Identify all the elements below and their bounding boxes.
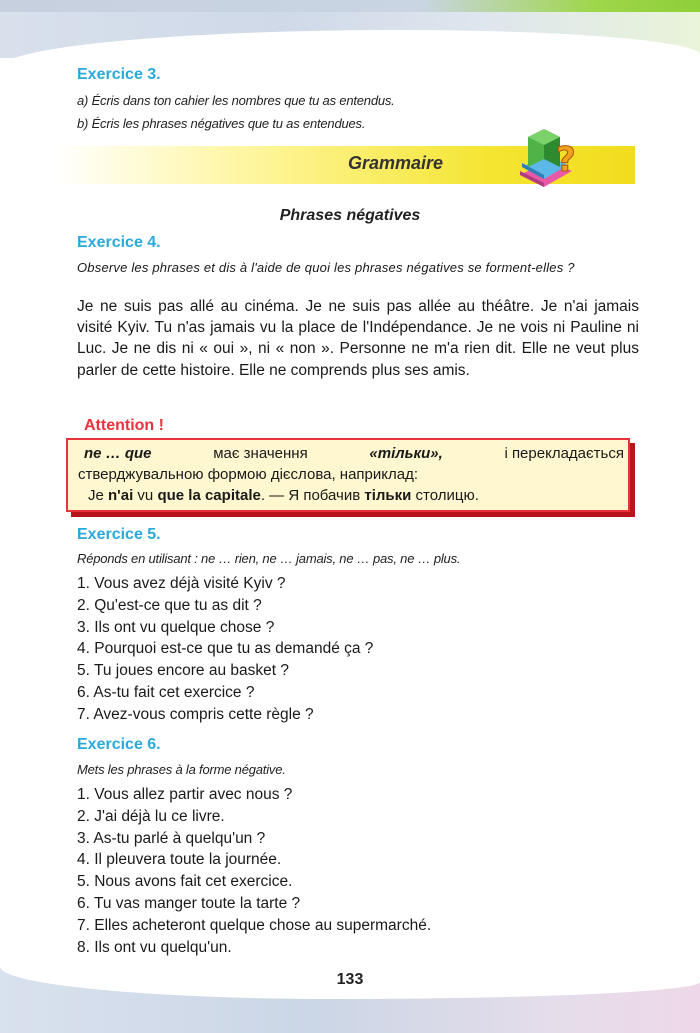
rule-example (88, 487, 634, 504)
rule-example-bold: que la capitale (157, 487, 261, 504)
list-item: 5. Tu joues encore au basket ? (77, 662, 289, 680)
exercise-6-instruction: Mets les phrases à la forme négative. (77, 762, 286, 777)
list-item: 8. Ils ont vu quelqu'un. (77, 938, 232, 956)
rule-example-part: столицю. (411, 487, 479, 504)
rule-meaning: «тільки», (369, 445, 443, 462)
exercise-4-title: Exercice 4. (77, 234, 161, 251)
rule-example-bold: n'ai (108, 487, 134, 504)
exercise-3-line-a: a) Écris dans ton cahier les nombres que tu as entendus. (77, 93, 395, 108)
list-item: 3. As-tu parlé à quelqu'un ? (77, 829, 266, 847)
section-title: Phrases négatives (279, 207, 421, 224)
exercise-5-list (77, 573, 373, 726)
rule-example-part: . — Я побачив (260, 487, 365, 504)
list-item: 7. Avez-vous compris cette règle ? (77, 705, 314, 723)
list-item: 1. Vous allez partir avec nous ? (77, 786, 293, 803)
rule-term: ne … que (84, 445, 152, 462)
rule-example-part: vu (133, 487, 158, 504)
exercise-3-title: Exercice 3. (77, 66, 161, 83)
list-item: 4. Il pleuvera toute la journée. (77, 851, 282, 869)
list-item: 4. Pourquoi est-ce que tu as demandé ça ? (77, 640, 374, 658)
list-item: 2. J'ai déjà lu ce livre. (77, 807, 225, 825)
exercise-3-line-b: b) Écris les phrases négatives que tu as entendues. (77, 116, 366, 131)
grammar-label: Grammaire (348, 153, 444, 173)
svg-text:?: ? (556, 140, 576, 180)
rule-line-1 (78, 445, 624, 462)
rule-example-part: Je (88, 487, 109, 504)
attention-title: Attention ! (84, 417, 164, 434)
exercise-5-instruction: Réponds en utilisant : ne … rien, ne … jamais, ne … pas, ne … plus. (77, 551, 461, 566)
list-item: 6. Tu vas manger toute la tarte ? (77, 894, 301, 912)
list-item: 1. Vous avez déjà visité Kyiv ? (77, 575, 286, 592)
rule-end: і перекладається (504, 445, 624, 462)
exercise-6-list (77, 784, 431, 958)
list-item: 3. Ils ont vu quelque chose ? (77, 618, 275, 636)
list-item: 2. Qu'est-ce que tu as dit ? (77, 596, 262, 614)
rule-line-2: стверджувальною формою дієслова, наприклад: (78, 466, 419, 483)
exercise-4-instruction: Observe les phrases et dis à l'aide de quoi les phrases négatives se forment-elles ? (77, 260, 575, 275)
list-item: 7. Elles acheteront quelque chose au supermarché. (77, 916, 432, 934)
rule-example-bold: тільки (364, 487, 412, 504)
list-item: 6. As-tu fait cet exercice ? (77, 683, 255, 701)
list-item: 5. Nous avons fait cet exercice. (77, 873, 293, 891)
book-question-icon (514, 125, 582, 193)
rule-middle: має значення (213, 445, 308, 462)
exercise-6-title: Exercice 6. (77, 736, 161, 753)
page-number: 133 (336, 971, 364, 988)
exercise-4-text: Je ne suis pas allé au cinéma. Je ne suis pas allée au théâtre. Je n'ai jamais visité Kyiv. Tu n'as jamais vu la place de l'Indépendance. Je ne vois ni Pauline ni Luc. Je ne dis ni « oui », ni « non ». Personne ne m'a rien dit. Elle ne veut plus parler de cette histoire. Elle ne comprends plus ses amis. (77, 298, 639, 379)
exercise-5-title: Exercice 5. (77, 526, 161, 543)
